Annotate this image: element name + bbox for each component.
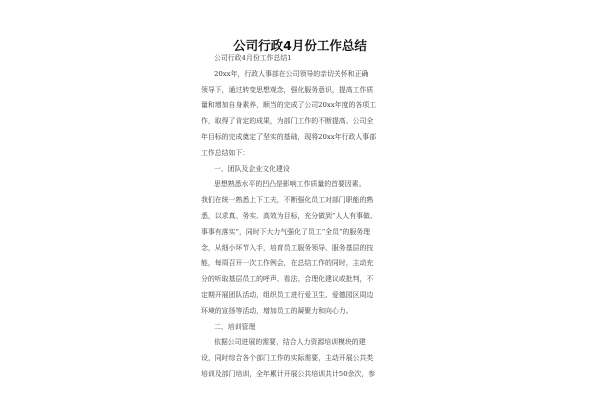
text-line: 思想熟悉水平的凹凸是影响工作质量的首要因素。 <box>214 180 366 189</box>
text-line: 年目标的完成奠定了坚实的基础，现将20xx年行政人事部 <box>201 132 377 141</box>
text-line: 定期开展团队活动，组织员工进行爱卫生、爱德园区周边 <box>201 290 374 299</box>
document-title: 公司行政4月份工作总结 <box>233 38 367 53</box>
text-line: 事事有落实”，同时下大力气强化了员工“全员”的服务理 <box>201 227 371 236</box>
text-line: 工作总结如下： <box>201 148 250 157</box>
text-line: 我们在统一熟悉上下工夫，不断强化员工对部门职能的熟 <box>201 196 374 205</box>
text-line: 分的听取基层员工的呼声、看法、合理化建议或批判，不 <box>201 275 374 284</box>
text-line: 作，取得了肯定的成果，为部门工作的不断提高、公司全 <box>201 117 374 126</box>
text-line: 量和增加自身素养，顺当的完成了公司20xx年度的各项工 <box>201 101 377 110</box>
text-line: 依据公司进展的需要，结合人力资源培训模块的建 <box>214 338 366 347</box>
text-line: 设，同时综合各个部门工作的实际需要，主动开展公共类 <box>201 354 374 363</box>
text-line: 公司行政4月份工作总结1 <box>214 54 292 62</box>
text-line: 环境的宣扬等活动，增加员工的凝聚力和向心力。 <box>201 306 353 315</box>
text-line: 念，从细小环节入手，培育员工服务领导、服务基层的技 <box>201 243 374 252</box>
text-line: 20xx年，行政人事部在公司领导的亲切关怀和正确 <box>214 69 369 78</box>
document-body <box>201 51 401 383</box>
text-line: 培训及部门培训，全年累计开展公共培训共计50余次，参 <box>201 369 376 378</box>
text-line: 领导下，通过转变思想观念，强化服务意识，提高工作质 <box>201 85 374 94</box>
text-line: 能，每周召开一次工作例会，在总结工作的同时，主动充 <box>201 259 374 268</box>
text-line: 二、培训管理 <box>214 322 256 331</box>
text-line: 一、团队及企业文化建设 <box>214 164 290 173</box>
text-line: 悉，以求真、务实、高效为目标，充分做到“人人有事做、 <box>201 211 377 220</box>
